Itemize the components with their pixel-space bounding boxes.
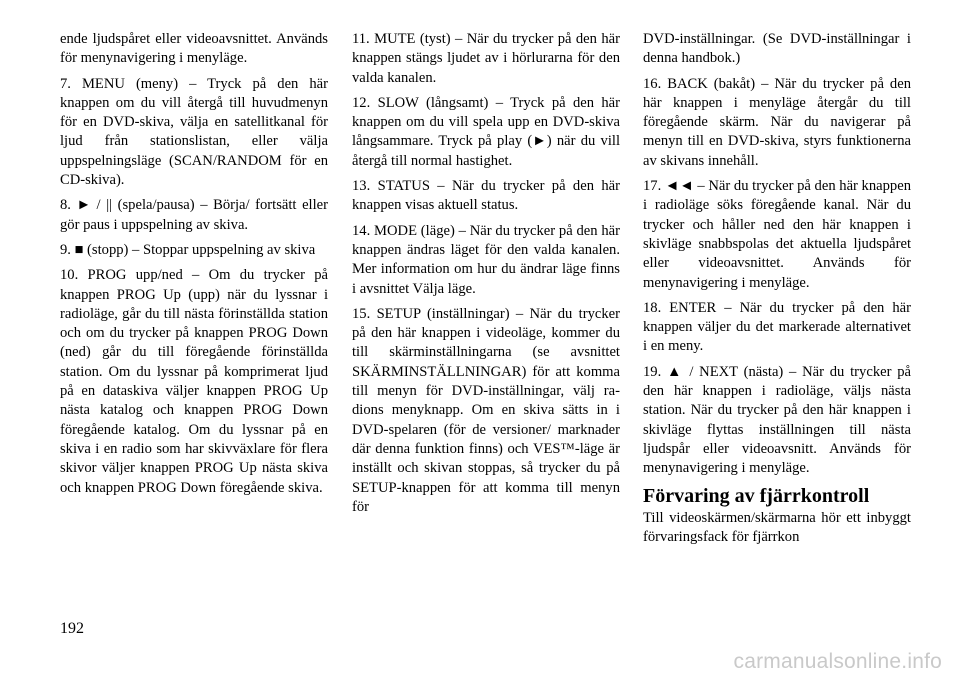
paragraph: 15. SETUP (inställningar) – När du trycker på den här knappen i videoläge, kommer du till skärminställningarna (se avsnittet SKÄRMINSTÄLLNINGAR) för att komma till menyn för DVD-inställningar, välj radions menyknapp. Om en skiva sätts in i DVD-spelaren (för de versioner/ marknader där denna funktion finns) och VES™-läge är inställt och skivan stoppas, så trycker du på SETUP-knappen för att komma till menyn för — [352, 305, 620, 515]
paragraph: Till videoskärmen/skärmarna hör ett inbyggt förvaringsfack för fjärrkon — [643, 509, 911, 545]
paragraph: 16. BACK (bakåt) – När du trycker på den här knappen i menyläge återgår du till föregående skärm. När du navigerar på menyn till en DVD-skiva, styrs funktionerna av skivans innehåll. — [643, 75, 911, 169]
paragraph: 13. STATUS – När du trycker på den här knappen visas aktuell status. — [352, 178, 620, 214]
page-number: 192 — [60, 620, 84, 637]
paragraph: 14. MODE (läge) – När du trycker på den här knappen ändras läget för den valda kanalen. Mer information om hur du ändrar läge finns i avsnittet Välja läge. — [352, 222, 620, 297]
paragraph: 18. ENTER – När du trycker på den här knappen väljer du det markerade alternativet i en meny. — [643, 299, 911, 355]
paragraph: 10. PROG upp/ned – Om du trycker på knappen PROG Up (upp) när du lyssnar i radioläge, går du till nästa förinställda station och om du trycker på knappen PROG Down (ned) går du till föregående förinställda station. Om du lyssnar på komprimerat ljud på en dataskiva väljer knappen PROG Up nästa katalog och knappen PROG Down föregående katalog. Om du lyssnar på en skiva i en radio som har skivväxlare för flera skivor väljer knappen PROG Up nästa skiva och knappen PROG Down föregående skiva. — [60, 267, 328, 496]
watermark: carmanualsonline.info — [733, 650, 942, 673]
paragraph: DVD-inställningar. (Se DVD-inställningar i denna handbok.) — [643, 31, 911, 67]
paragraph: 19. ▲ / NEXT (nästa) – När du trycker på den här knappen i radioläge, väljs nästa station. När du trycker på den här knappen i skivläge flyttas inställningen till nästa ljudspår eller videoavsnitt. Används för menynavigering i menyläge. — [643, 363, 911, 477]
text-column-left — [60, 30, 328, 504]
paragraph: 7. MENU (meny) – Tryck på den här knappen om du vill återgå till huvudmenyn för en DVD-skiva, välja en satellitkanal för ljud från stationslistan, eller välja uppspelningsläge (SCAN/RANDOM för en CD-skiva). — [60, 75, 328, 189]
text-column-middle — [352, 30, 620, 523]
paragraph: ende ljudspåret eller videoavsnittet. Används för menynavigering i menyläge. — [60, 31, 328, 67]
paragraph: 11. MUTE (tyst) – När du trycker på den här knappen stängs ljudet av i hörlurarna för den valda kanalen. — [352, 31, 620, 86]
paragraph: 9. ■ (stopp) – Stoppar uppspelning av skiva — [60, 241, 316, 258]
text-column-right — [643, 30, 911, 553]
paragraph: 12. SLOW (långsamt) – Tryck på den här knappen om du vill spela upp en DVD-skiva långsammare. Tryck på play (►) när du vill återgå till normal hastighet. — [352, 94, 620, 169]
section-heading: Förvaring av fjärrkontroll — [643, 484, 870, 507]
paragraph: 17. ◄◄ – När du trycker på den här knappen i radioläge söks föregående kanal. När du trycker och håller ned den här knappen i skivläge snabbspolas det aktuella ljudspåret eller videoavsnittet. Används för menynavigering i menyläge. — [643, 178, 911, 291]
paragraph: 8. ► / || (spela/pausa) – Börja/ fortsätt eller gör paus i uppspelning av skiva. — [60, 197, 328, 233]
